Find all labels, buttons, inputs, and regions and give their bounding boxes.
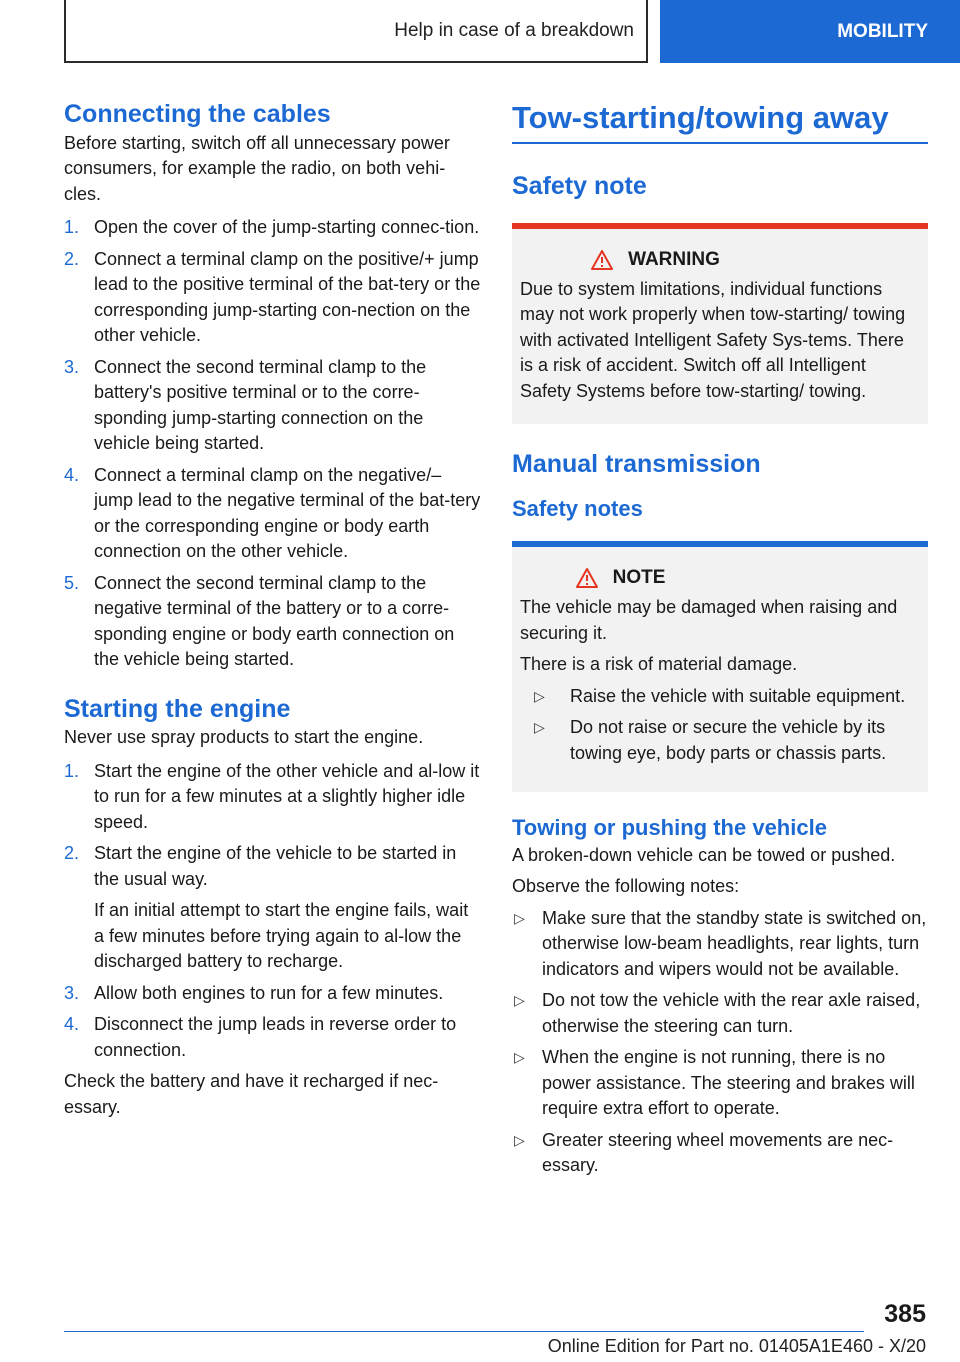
bullet-text: When the engine is not running, there is no power assistance. The steering and brakes will require extra effort to operate. [542, 1047, 915, 1119]
step-number: 5. [64, 572, 80, 593]
footer-divider [64, 1331, 864, 1332]
towing-heading: Towing or pushing the vehicle [512, 815, 827, 841]
step-number: 1. [64, 760, 80, 781]
starting-closing: Check the battery and have it recharged if nec-essary. [64, 1071, 439, 1117]
list-item [512, 1045, 928, 1122]
list-item [64, 1012, 482, 1063]
list-item [64, 463, 482, 565]
warning-header [520, 249, 790, 271]
step-number: 2. [64, 248, 80, 269]
list-item [64, 247, 482, 349]
warning-triangle-icon [575, 567, 599, 589]
bullet-text: Greater steering wheel movements are nec-essary. [542, 1129, 894, 1176]
connecting-intro: Before starting, switch off all unnecessary power consumers, for example the radio, on both vehi-cles. [64, 132, 450, 204]
step-text: Allow both engines to run for a few minutes. [94, 982, 444, 1003]
right-column [512, 98, 928, 1185]
bullet-text: Make sure that the standby state is switched on, otherwise low-beam headlights, rear lights, turn indicators and wipers would not be available. [542, 907, 927, 979]
list-item [512, 906, 928, 983]
warning-label: WARNING [628, 248, 720, 270]
list-item [64, 355, 482, 457]
manual-transmission-heading: Manual transmission [512, 450, 761, 479]
header-chapter-tab [660, 0, 960, 63]
note-header [520, 567, 720, 589]
warning-box [512, 223, 928, 425]
step-number: 4. [64, 464, 80, 485]
note-text: The vehicle may be damaged when raising and securing it. [520, 597, 898, 643]
bullet-text: Do not raise or secure the vehicle by its towing eye, body parts or chassis parts. [570, 717, 887, 763]
list-item [520, 684, 920, 710]
step-text: Connect the second terminal clamp to the negative terminal of the battery or to a corre-sponding engine or body earth connection on the vehicle being started. [94, 572, 455, 669]
bullet-icon: ▷ [514, 992, 525, 1009]
list-item [64, 981, 482, 1007]
list-item [512, 1128, 928, 1179]
step-text: Disconnect the jump leads in reverse order to connection. [94, 1014, 457, 1060]
step-text: Start the engine of the vehicle to be started in the usual way. [94, 843, 457, 889]
header-chapter-label: MOBILITY [837, 20, 928, 42]
connecting-cables-heading: Connecting the cables [64, 100, 331, 128]
warning-triangle-icon [590, 249, 614, 271]
list-item [520, 715, 920, 766]
step-extra-text: If an initial attempt to start the engine fails, wait a few minutes before trying again to al-low the discharged battery to recharge. [94, 900, 469, 971]
step-content [94, 841, 482, 975]
towing-observe: Observe the following notes: [512, 876, 740, 897]
tow-starting-heading: Tow-starting/towing away [512, 98, 928, 144]
page-number: 385 [884, 1300, 926, 1328]
warning-text: Due to system limitations, individual functions may not work properly when tow-starting/ towing with activated Intelligent Safety Sys-tems. There is a risk of accident. Switch off all Intelligent Safety Systems before tow-starting/ towing. [520, 278, 906, 401]
step-number: 3. [64, 356, 80, 377]
step-text: Start the engine of the other vehicle and al-low it to run for a few minutes at a slightly higher idle speed. [94, 760, 480, 832]
bullet-text: Raise the vehicle with suitable equipment. [570, 685, 906, 706]
bullet-icon: ▷ [514, 1049, 525, 1066]
safety-notes-heading: Safety notes [512, 495, 643, 521]
list-item [512, 988, 928, 1039]
starting-engine-heading: Starting the engine [64, 694, 291, 723]
bullet-text: Do not tow the vehicle with the rear axle raised, otherwise the steering can turn. [542, 990, 921, 1036]
left-column [64, 98, 482, 1120]
header-section-box [64, 0, 648, 63]
starting-intro: Never use spray products to start the engine. [64, 727, 424, 747]
note-label: NOTE [612, 567, 666, 589]
bullet-icon: ▷ [534, 687, 545, 704]
starting-steps-list [64, 759, 482, 1064]
header-section-title: Help in case of a breakdown [394, 19, 634, 41]
list-item [64, 215, 482, 241]
bullet-icon: ▷ [514, 909, 525, 926]
step-text: Connect a terminal clamp on the positive/+ jump lead to the positive terminal of the bat-tery or the corresponding jump-starting con-nection on the other vehicle. [94, 248, 481, 345]
step-number: 2. [64, 843, 80, 863]
note-bullets-list [520, 684, 920, 767]
towing-intro: A broken-down vehicle can be towed or pushed. [512, 844, 896, 865]
list-item [64, 571, 482, 673]
step-number: 3. [64, 982, 80, 1003]
bullet-icon: ▷ [534, 719, 545, 736]
footer-edition-text: Online Edition for Part no. 01405A1E460 - X/20 [547, 1336, 926, 1356]
list-item [64, 841, 482, 975]
step-number: 4. [64, 1014, 80, 1034]
list-item [64, 759, 482, 836]
step-text: Connect the second terminal clamp to the battery's positive terminal or to the corre-sponding jump-starting connection on the vehicle being started. [94, 356, 427, 453]
step-text: Open the cover of the jump-starting connec-tion. [94, 217, 480, 237]
bullet-icon: ▷ [514, 1131, 525, 1148]
note-risk-text: There is a risk of material damage. [520, 654, 798, 675]
towing-bullets-list [512, 906, 928, 1179]
safety-note-heading: Safety note [512, 172, 647, 201]
step-text: Connect a terminal clamp on the negative/– jump lead to the negative terminal of the bat-tery or the corresponding engine or body earth connection on the other vehicle. [94, 464, 481, 561]
step-number: 1. [64, 217, 80, 237]
note-box [512, 541, 928, 792]
connecting-steps-list [64, 215, 482, 673]
